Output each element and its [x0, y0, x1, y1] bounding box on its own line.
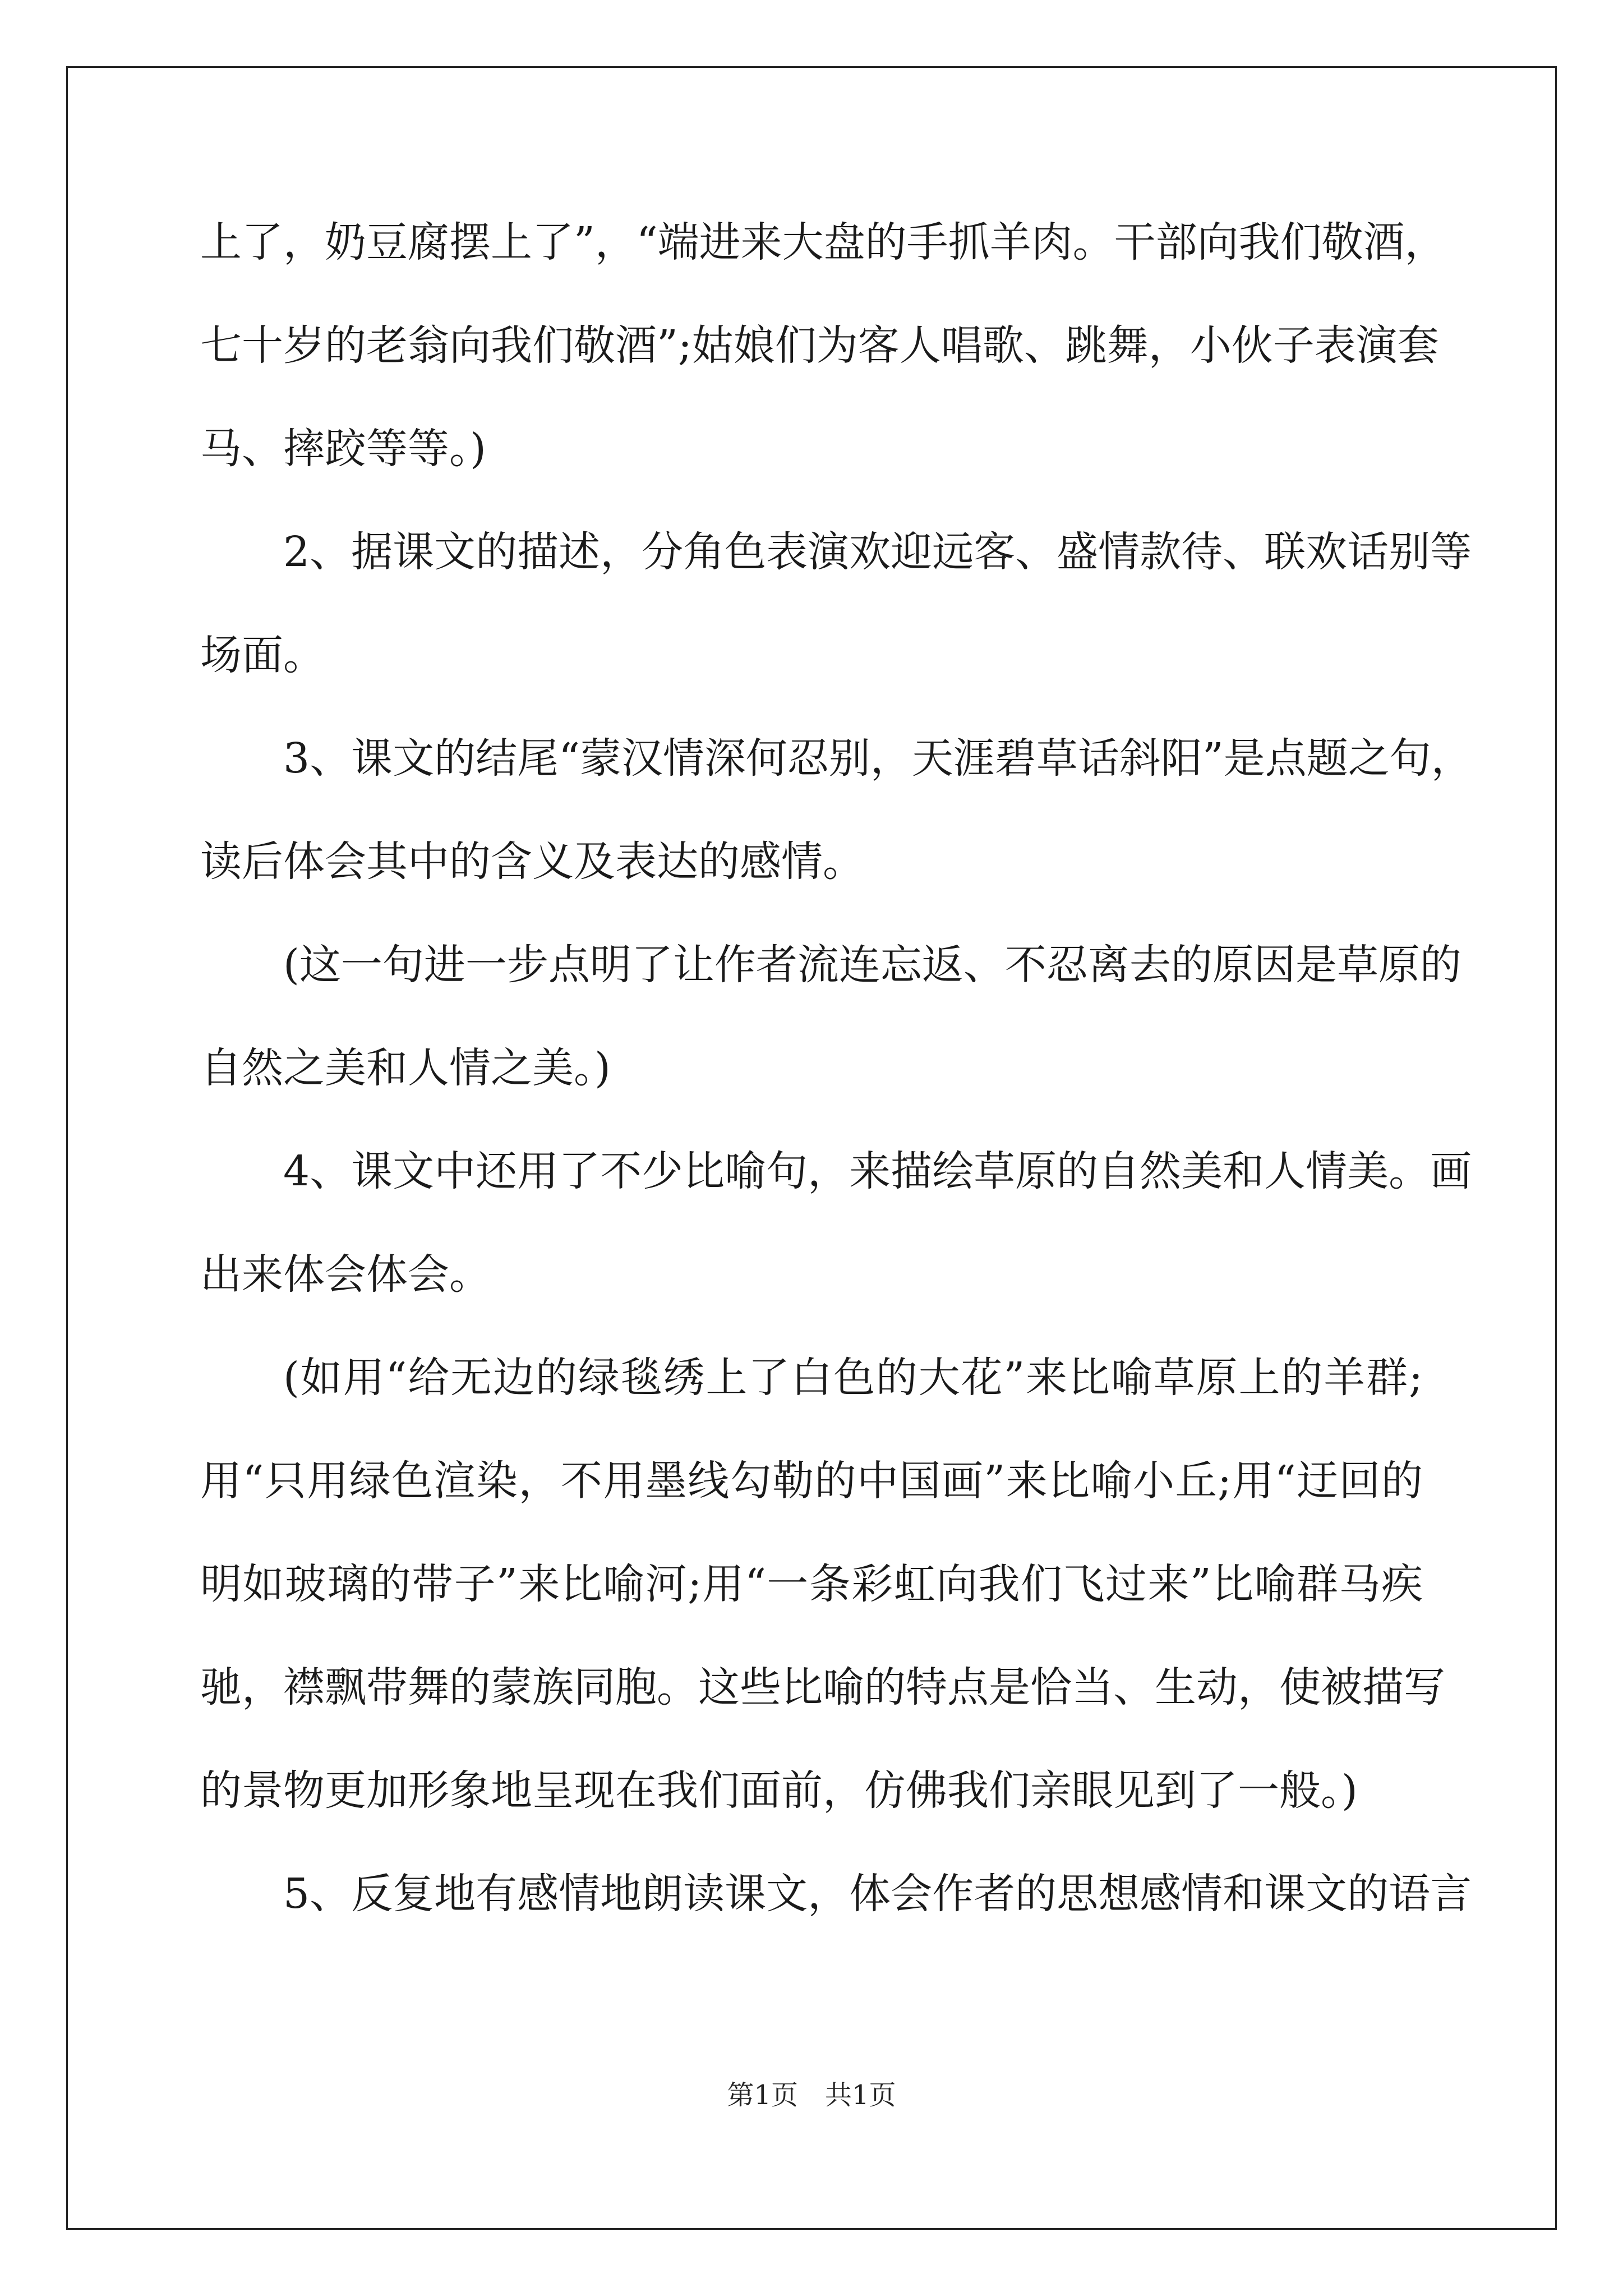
document-body [200, 209, 1473, 1963]
text-line: 七十岁的老翁向我们敬酒”;姑娘们为客人唱歌、跳舞，小伙子表演套 [200, 321, 1439, 370]
text-line: 的景物更加形象地呈现在我们面前，仿佛我们亲眼见到了一般。) [200, 1766, 1358, 1815]
text-line: 5、反复地有感情地朗读课文，体会作者的思想感情和课文的语言 [283, 1870, 1472, 1918]
text-line: 马、摔跤等等。) [200, 425, 486, 473]
text-line: (如用“给无边的绿毯绣上了白色的大花”来比喻草原上的羊群; [283, 1354, 1423, 1402]
text-line: 场面。 [200, 631, 325, 679]
text-line: 用“只用绿色渲染，不用墨线勾勒的中国画”来比喻小丘;用“迂回的 [200, 1457, 1423, 1505]
text-line: 上了，奶豆腐摆上了”，“端进来大盘的手抓羊肉。干部向我们敬酒， [200, 218, 1446, 266]
text-line: 4、课文中还用了不少比喻句，来描绘草原的自然美和人情美。画 [283, 1147, 1472, 1195]
text-line: 读后体会其中的含义及表达的感情。 [200, 838, 864, 886]
text-line: 驰，襟飘带舞的蒙族同胞。这些比喻的特点是恰当、生动，使被描写 [200, 1663, 1445, 1711]
text-line: 出来体会体会。 [200, 1250, 491, 1299]
text-line: 3、课文的结尾“蒙汉情深何忍别，天涯碧草话斜阳”是点题之句， [283, 734, 1473, 783]
text-line: 自然之美和人情之美。) [200, 1044, 611, 1092]
text-line: 2、据课文的描述，分角色表演欢迎远客、盛情款待、联欢话别等 [283, 528, 1472, 576]
text-line: (这一句进一步点明了让作者流连忘返、不忍离去的原因是草原的 [283, 941, 1461, 989]
page-number-footer: 第1页 共1页 [727, 2079, 896, 2111]
text-line: 明如玻璃的带子”来比喻河;用“一条彩虹向我们飞过来”比喻群马疾 [200, 1560, 1423, 1608]
